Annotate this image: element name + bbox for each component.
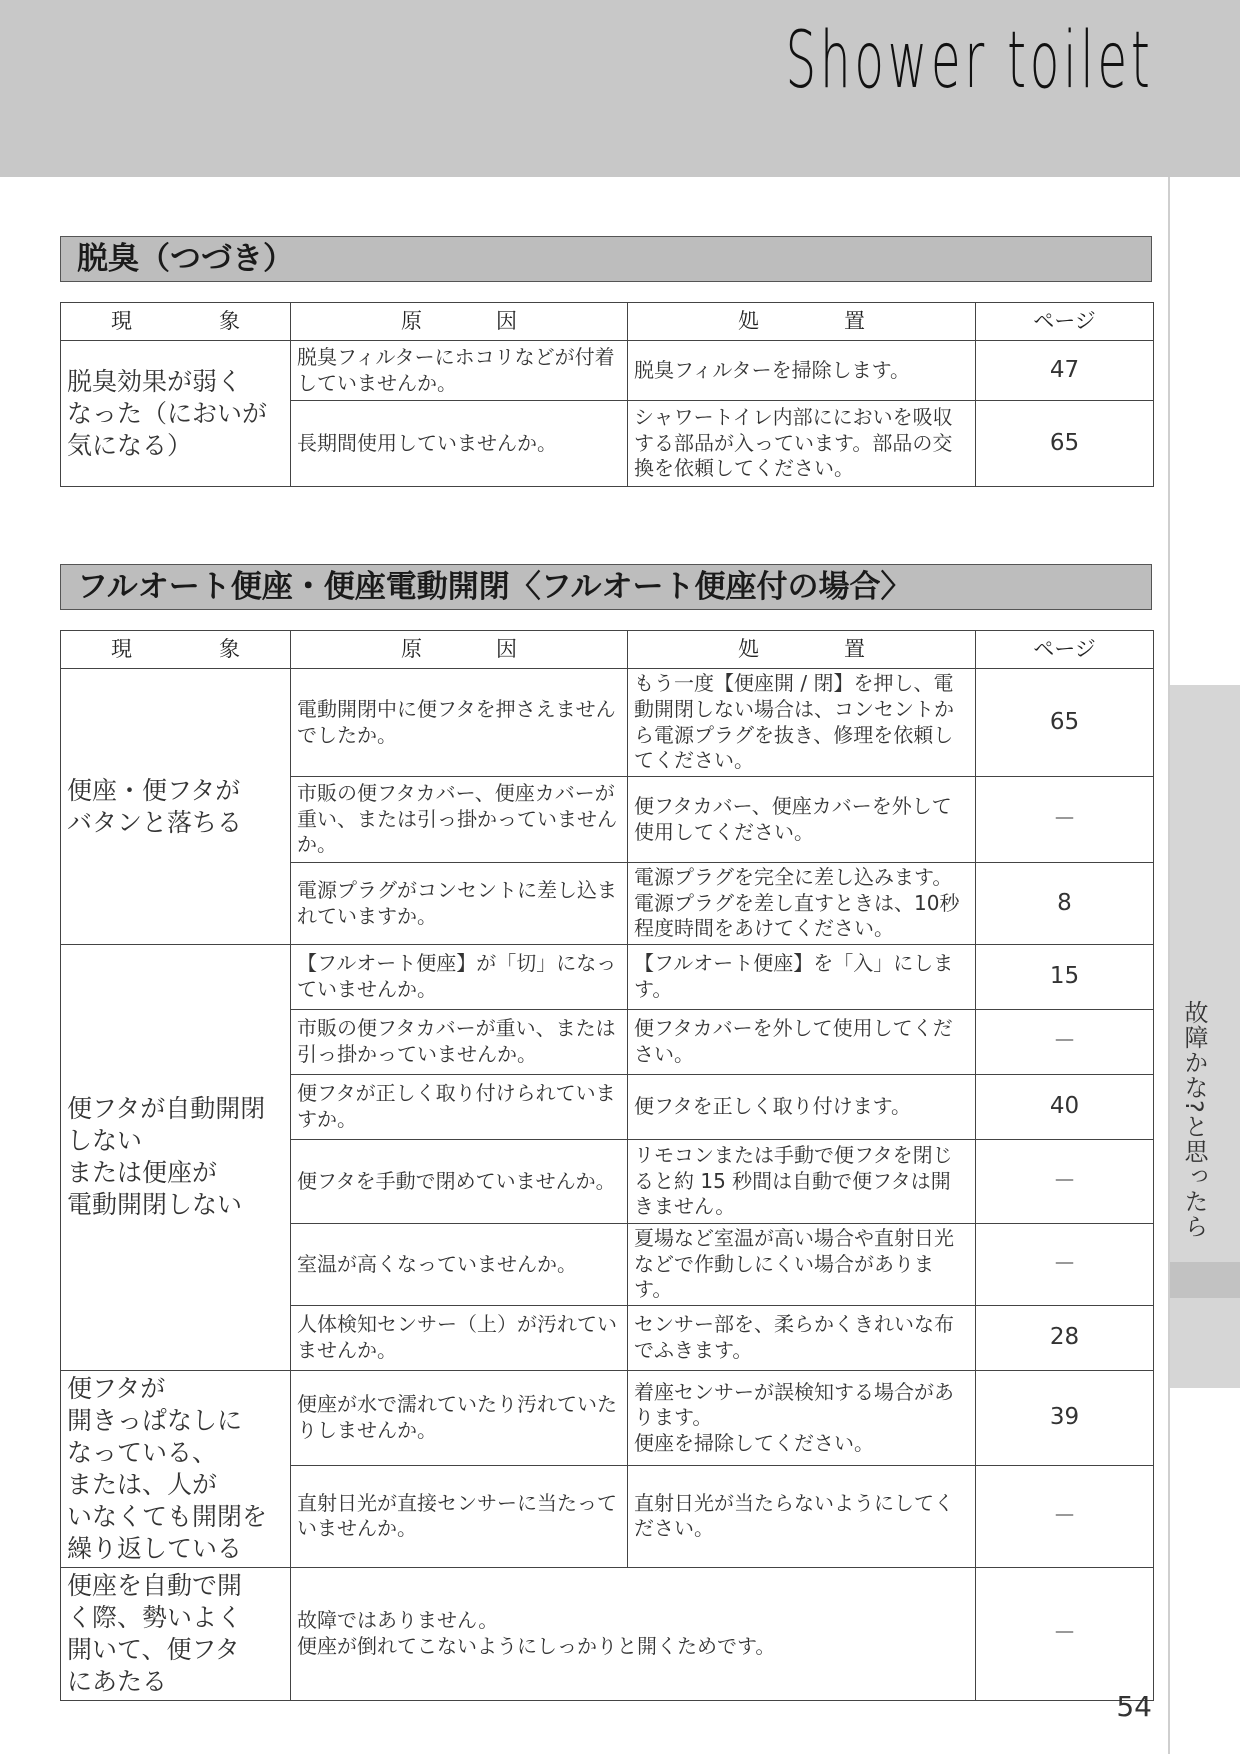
remedy-cell: 便フタを正しく取り付けます。 (628, 1075, 976, 1140)
side-tab-marker (1170, 1262, 1240, 1298)
col-header-symptom: 現 象 (61, 303, 291, 341)
deodorize-table (60, 302, 1154, 487)
cause-cell: 電源プラグがコンセントに差し込まれていますか。 (291, 863, 628, 945)
page-ref-link[interactable]: 65 (976, 401, 1154, 487)
side-tab-label: 故障かな?と思ったら (1180, 1000, 1208, 1239)
symptom-cell: 便フタが自動開閉 しない または便座が 電動開閉しない (61, 945, 291, 1371)
cause-cell: 便フタが正しく取り付けられていますか。 (291, 1075, 628, 1140)
remedy-cell: 【フルオート便座】を「入」にします。 (628, 945, 976, 1010)
page-ref-link[interactable]: － (976, 777, 1154, 863)
page-ref-link[interactable]: 47 (976, 341, 1154, 401)
page-ref-link[interactable]: 65 (976, 669, 1154, 777)
table-row (61, 1567, 1154, 1700)
remedy-cell: シャワートイレ内部ににおいを吸収する部品が入っています。部品の交換を依頼してください。 (628, 401, 976, 487)
table-row (61, 1370, 1154, 1465)
cause-cell: 【フルオート便座】が「切」になっていませんか。 (291, 945, 628, 1010)
brand-logo: Shower toilet (786, 16, 1154, 106)
page-number: 54 (1116, 1690, 1152, 1723)
page-ref-link[interactable]: － (976, 1010, 1154, 1075)
col-header-page: ページ (976, 303, 1154, 341)
page-ref-link[interactable]: － (976, 1224, 1154, 1306)
cause-cell: 直射日光が直接センサーに当たっていませんか。 (291, 1466, 628, 1568)
section-title-deodorize: 脱臭（つづき） (60, 236, 1152, 282)
auto-seat-table (60, 630, 1154, 1701)
cause-cell: 長期間使用していませんか。 (291, 401, 628, 487)
remedy-cell: センサー部を、柔らかくきれいな布でふきます。 (628, 1305, 976, 1370)
page-ref-link[interactable]: 15 (976, 945, 1154, 1010)
remedy-cell: 夏場など室温が高い場合や直射日光などで作動しにくい場合があります。 (628, 1224, 976, 1306)
table-row (61, 341, 1154, 401)
page-ref-link[interactable]: － (976, 1140, 1154, 1224)
col-header-cause: 原 因 (291, 303, 628, 341)
table-header-row (61, 303, 1154, 341)
merged-note-cell: 故障ではありません。 便座が倒れてこないようにしっかりと開くためです。 (291, 1567, 976, 1700)
remedy-cell: もう一度【便座開 / 閉】を押し、電動開閉しない場合は、コンセントから電源プラグを抜き、修理を依頼してください。 (628, 669, 976, 777)
col-header-cause: 原 因 (291, 631, 628, 669)
symptom-cell: 便座・便フタが バタンと落ちる (61, 669, 291, 945)
remedy-cell: 電源プラグを完全に差し込みます。電源プラグを差し直すときは、10秒程度時間をあけてください。 (628, 863, 976, 945)
cause-cell: 便フタを手動で閉めていませんか。 (291, 1140, 628, 1224)
remedy-cell: 着座センサーが誤検知する場合があります。 便座を掃除してください。 (628, 1370, 976, 1465)
cause-cell: 市販の便フタカバーが重い、または引っ掛かっていませんか。 (291, 1010, 628, 1075)
page-ref-link[interactable]: 40 (976, 1075, 1154, 1140)
table-header-row (61, 631, 1154, 669)
table-row (61, 945, 1154, 1010)
col-header-page: ページ (976, 631, 1154, 669)
symptom-cell: 脱臭効果が弱く なった（においが 気になる） (61, 341, 291, 487)
col-header-remedy: 処 置 (628, 303, 976, 341)
cause-cell: 便座が水で濡れていたり汚れていたりしませんか。 (291, 1370, 628, 1465)
page-ref-link[interactable]: 28 (976, 1305, 1154, 1370)
page-ref-link[interactable]: － (976, 1567, 1154, 1700)
col-header-symptom: 現 象 (61, 631, 291, 669)
cause-cell: 人体検知センサー（上）が汚れていませんか。 (291, 1305, 628, 1370)
remedy-cell: 脱臭フィルターを掃除します。 (628, 341, 976, 401)
page-ref-link[interactable]: 8 (976, 863, 1154, 945)
remedy-cell: リモコンまたは手動で便フタを閉じると約 15 秒間は自動で便フタは開きません。 (628, 1140, 976, 1224)
col-header-remedy: 処 置 (628, 631, 976, 669)
table-row (61, 669, 1154, 777)
page-ref-link[interactable]: － (976, 1466, 1154, 1568)
symptom-cell: 便座を自動で開 く際、勢いよく 開いて、便フタ にあたる (61, 1567, 291, 1700)
section-title-auto-seat: フルオート便座・便座電動開閉〈フルオート便座付の場合〉 (60, 564, 1152, 610)
cause-cell: 脱臭フィルターにホコリなどが付着していませんか。 (291, 341, 628, 401)
cause-cell: 電動開閉中に便フタを押さえませんでしたか。 (291, 669, 628, 777)
symptom-cell: 便フタが 開きっぱなしに なっている、 または、人が いなくても開閉を 繰り返している (61, 1370, 291, 1567)
cause-cell: 市販の便フタカバー、便座カバーが重い、または引っ掛かっていませんか。 (291, 777, 628, 863)
remedy-cell: 便フタカバー、便座カバーを外して使用してください。 (628, 777, 976, 863)
page-ref-link[interactable]: 39 (976, 1370, 1154, 1465)
cause-cell: 室温が高くなっていませんか。 (291, 1224, 628, 1306)
remedy-cell: 便フタカバーを外して使用してください。 (628, 1010, 976, 1075)
remedy-cell: 直射日光が当たらないようにしてください。 (628, 1466, 976, 1568)
